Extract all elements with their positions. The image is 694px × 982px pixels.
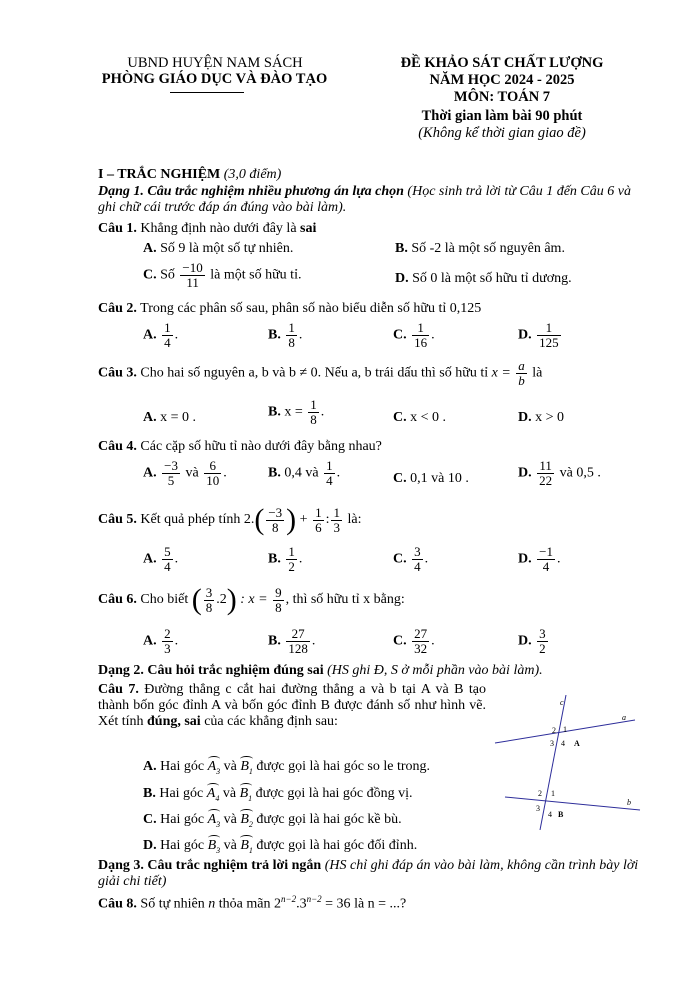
- label-a1: 1: [563, 725, 567, 734]
- item-text: và: [223, 812, 237, 827]
- denominator: 22: [539, 472, 553, 488]
- q3-stem: [98, 359, 542, 387]
- option-letter: B.: [395, 241, 408, 256]
- dang3-block: [98, 858, 643, 890]
- fraction: [162, 321, 173, 349]
- q8-text-post: là n = ...?: [354, 896, 407, 912]
- fraction: [412, 545, 423, 573]
- q4-text: Các cặp số hữu tỉ nào dưới đây bằng nhau?: [140, 439, 382, 454]
- geometry-figure: [490, 695, 660, 830]
- angle-symbol: [240, 759, 253, 776]
- angle-index: 3: [216, 845, 221, 855]
- q7-text: Đường thẳng c cắt hai đường thẳng a và b tại A và B tạo thành bốn góc đỉnh A và bốn góc đỉnh B được đánh số như hình vẽ. Xét tính: [98, 682, 487, 729]
- q6-mul: .2: [216, 592, 227, 608]
- option-text: 0,4 và: [284, 465, 319, 481]
- q5-option-b[interactable]: B. $\frac{1}{2}$ .: [268, 544, 303, 574]
- fraction: [537, 459, 554, 487]
- q6-label: Câu 6.: [98, 592, 137, 608]
- fraction: [162, 627, 173, 655]
- header-right-line5: (Không kể thời gian giao đề): [418, 125, 586, 141]
- fraction: [308, 398, 319, 426]
- q4-option-c[interactable]: [393, 471, 469, 487]
- q2-text: Trong các phân số sau, phân số nào biểu diễn số hữu tỉ 0,125: [140, 301, 482, 316]
- q8-base1: 2: [274, 896, 281, 912]
- angle-index: 3: [216, 766, 221, 776]
- numerator: −1: [539, 544, 553, 559]
- q5-stem: [98, 505, 361, 535]
- q8-stem: [98, 894, 406, 913]
- q1-emph: sai: [300, 221, 317, 236]
- option-letter: A.: [143, 633, 157, 649]
- q6-option-a[interactable]: A. $\frac{2}{3}$ .: [143, 626, 179, 656]
- angle-symbol: [207, 786, 220, 803]
- q5-option-c[interactable]: C. $\frac{3}{4}$ .: [393, 544, 429, 574]
- fraction: [537, 627, 548, 655]
- dang2-block: [98, 663, 543, 679]
- angle-symbol: [240, 838, 253, 855]
- option-letter: D.: [518, 633, 532, 649]
- section1-points: (3,0 điểm): [223, 167, 282, 182]
- paren-open: (: [191, 583, 202, 616]
- angle-vertex: B: [207, 838, 217, 853]
- denominator: 8: [288, 334, 295, 350]
- dang3-label: Dạng 3. Câu trắc nghiệm trả lời ngắn: [98, 858, 322, 873]
- q8-text: Số tự nhiên: [140, 896, 205, 912]
- q8-label: Câu 8.: [98, 896, 137, 912]
- angle-index: 1: [248, 793, 253, 803]
- header-left-line1: UBND HUYỆN NAM SÁCH: [127, 55, 303, 71]
- option-letter: C.: [393, 410, 407, 425]
- fraction: [162, 459, 180, 487]
- label-b3: 3: [536, 804, 540, 813]
- q2-stem: [98, 301, 481, 317]
- item-text: và: [223, 759, 237, 774]
- option-letter: D.: [395, 271, 409, 286]
- option-letter: B.: [268, 327, 281, 343]
- denominator: 5: [167, 472, 175, 488]
- numerator: 1: [310, 397, 317, 412]
- fraction: [537, 545, 555, 573]
- q8-base2: 3: [299, 896, 307, 912]
- angle-vertex: A: [207, 812, 217, 827]
- numerator: a: [518, 358, 525, 373]
- paren-open: (: [254, 503, 265, 536]
- option-letter: D.: [518, 327, 532, 343]
- header-right-line3: MÔN: TOÁN 7: [453, 89, 551, 105]
- numerator: 1: [412, 321, 429, 336]
- option-text: Số -2 là một số nguyên âm.: [411, 241, 565, 256]
- fraction: [412, 627, 429, 655]
- fraction: [180, 261, 204, 289]
- label-c: c: [560, 698, 564, 707]
- q5-plus: +: [299, 512, 308, 528]
- option-letter: B.: [268, 404, 281, 420]
- item-text: Hai góc: [160, 838, 205, 853]
- option-letter: A.: [143, 551, 157, 567]
- option-letter: A.: [143, 410, 157, 425]
- q2-option-b[interactable]: B. $\frac{1}{8}$ .: [268, 320, 303, 350]
- q7-item-d[interactable]: [143, 838, 417, 855]
- option-letter: C.: [393, 633, 407, 649]
- q7-item-a[interactable]: [143, 759, 430, 776]
- option-letter: C.: [143, 812, 157, 827]
- label-b2: 2: [538, 789, 542, 798]
- q5-label: Câu 5.: [98, 512, 137, 528]
- q5-text: Kết quả phép tính: [140, 512, 241, 528]
- denominator: 11: [186, 274, 199, 290]
- denominator: b: [518, 372, 525, 388]
- angle-vertex: B: [240, 838, 249, 853]
- option-text: 0,1 và 10 .: [410, 471, 469, 486]
- option-text: x = 0 .: [160, 410, 197, 425]
- denominator: 128: [288, 640, 308, 656]
- label-A: A: [574, 739, 580, 748]
- angle-symbol: [240, 812, 253, 829]
- dang2-label: Dạng 2. Câu hỏi trắc nghiệm đúng sai: [98, 663, 324, 678]
- q3-text: Cho hai số nguyên a, b và b ≠ 0. Nếu a, b trái dấu thì số hữu tỉ: [140, 365, 489, 381]
- q7-stem: [98, 682, 486, 730]
- option-letter: C.: [393, 471, 407, 486]
- denominator: 4: [326, 472, 333, 488]
- fraction: [273, 586, 284, 614]
- numerator: −3: [164, 458, 178, 473]
- fraction: [412, 321, 429, 349]
- numerator: 3: [539, 626, 546, 641]
- option-letter: B.: [268, 465, 281, 481]
- q1-option-a[interactable]: [143, 241, 293, 257]
- angle-symbol: [240, 786, 253, 803]
- q8-exp2: n−2: [306, 894, 322, 904]
- q7-emph: đúng, sai: [147, 714, 201, 729]
- numerator: −10: [182, 260, 203, 275]
- option-text: x < 0 .: [410, 410, 447, 425]
- label-a3: 3: [550, 739, 554, 748]
- q1-stem: [98, 221, 316, 237]
- option-letter: A.: [143, 759, 157, 774]
- q5-option-d[interactable]: D. $\frac{-1}{4}$ .: [518, 544, 561, 574]
- numerator: 11: [537, 459, 554, 474]
- q4-option-a[interactable]: A. $\frac{-3}{5}$ và $\frac{6}{10}$ .: [143, 458, 227, 488]
- dang2-note: (HS ghi Đ, S ở mỗi phần vào bài làm).: [327, 663, 543, 678]
- option-text: Số 9 là một số tự nhiên.: [160, 241, 294, 256]
- label-b1: 1: [551, 789, 555, 798]
- denominator: 3: [164, 640, 171, 656]
- q1-option-b[interactable]: [395, 241, 565, 257]
- q4-option-d[interactable]: [518, 459, 601, 487]
- q6-colon-x: : x =: [240, 592, 268, 608]
- item-text: Hai góc: [160, 812, 205, 827]
- numerator: 1: [288, 544, 295, 559]
- option-letter: B.: [268, 633, 281, 649]
- header-right-line2: NĂM HỌC 2024 - 2025: [429, 72, 575, 88]
- angle-vertex: B: [239, 786, 249, 801]
- option-letter: B.: [143, 786, 156, 801]
- denominator: 4: [414, 558, 421, 574]
- fraction: [286, 627, 310, 655]
- option-letter: D.: [518, 551, 532, 567]
- angle-symbol: [208, 759, 221, 776]
- q3-option-d[interactable]: [518, 410, 564, 426]
- paren-close: ): [286, 503, 297, 536]
- fraction: [313, 506, 324, 534]
- q6-text: Cho biết: [140, 592, 189, 608]
- item-text: và: [223, 838, 237, 853]
- option-text: x > 0: [535, 410, 565, 425]
- label-a2: 2: [552, 726, 556, 735]
- denominator: 2: [539, 640, 546, 656]
- header-left-line2: PHÒNG GIÁO DỤC VÀ ĐÀO TẠO: [101, 71, 328, 87]
- q4-stem: [98, 439, 382, 455]
- fraction: [286, 545, 297, 573]
- numerator: 1: [537, 321, 561, 336]
- item-text: được gọi là hai góc kề bù.: [256, 812, 402, 827]
- numerator: 3: [205, 584, 213, 600]
- item-text: và: [222, 786, 237, 801]
- angle-index: 4: [215, 793, 220, 803]
- numerator: 6: [204, 459, 221, 474]
- q7-text2: của các khẳng định sau:: [204, 714, 338, 729]
- fraction: [331, 506, 342, 534]
- label-B: B: [558, 810, 564, 819]
- fraction: [204, 586, 215, 614]
- q1-option-c[interactable]: [143, 261, 301, 289]
- denominator: 6: [315, 519, 322, 535]
- numerator: 1: [333, 504, 340, 520]
- q6-option-d[interactable]: [518, 627, 550, 655]
- q4-label: Câu 4.: [98, 439, 137, 454]
- q3-tail: là: [532, 365, 543, 381]
- option-letter: A.: [143, 241, 157, 256]
- q1-label: Câu 1.: [98, 221, 137, 236]
- angle-vertex: A: [206, 786, 216, 801]
- q1-text: Khẳng định nào dưới đây là: [140, 221, 297, 236]
- option-letter: C.: [143, 267, 157, 283]
- denominator: 10: [206, 472, 220, 488]
- option-text: Số 0 là một số hữu tỉ dương.: [412, 271, 572, 286]
- q3-option-c[interactable]: [393, 410, 446, 426]
- q8-text-mid: thỏa mãn: [218, 896, 271, 912]
- option-letter: C.: [393, 551, 407, 567]
- denominator: 16: [414, 334, 428, 350]
- option-text: và 0,5 .: [559, 465, 601, 481]
- item-text: được gọi là hai góc đối đỉnh.: [256, 838, 418, 853]
- angle-vertex: A: [207, 759, 217, 774]
- denominator: 8: [310, 411, 317, 427]
- fraction: [324, 459, 335, 487]
- section1-title: I – TRẮC NGHIỆM: [98, 167, 221, 182]
- numerator: 3: [414, 544, 421, 559]
- label-a: a: [622, 713, 626, 722]
- angle-index: 3: [216, 819, 221, 829]
- line-b: [505, 797, 640, 810]
- angle-symbol: [208, 838, 221, 855]
- numerator: 27: [286, 627, 310, 642]
- fraction: [162, 545, 173, 573]
- q8-dot: .: [296, 896, 300, 912]
- q6-text-post: , thì số hữu tỉ x bằng:: [285, 592, 405, 608]
- denominator: 4: [164, 558, 171, 574]
- label-a4: 4: [561, 739, 565, 748]
- option-letter: D.: [518, 465, 532, 481]
- fraction: [537, 321, 561, 349]
- numerator: 1: [164, 320, 171, 335]
- angle-index: 1: [248, 845, 253, 855]
- angle-symbol: [208, 812, 221, 829]
- q3-x-eq: x =: [491, 365, 511, 381]
- option-text: Số: [160, 267, 175, 283]
- numerator: 5: [164, 544, 171, 559]
- dang3-note: (HS chỉ ghi đáp án vào bài làm, không cần trình bày lời giải chi tiết): [98, 858, 639, 889]
- dang1-note: (Học sinh trả lời từ Câu 1 đến Câu 6 và ghi chữ cái trước đáp án đúng vào bài làm).: [98, 184, 631, 215]
- q3-option-a[interactable]: [143, 410, 196, 426]
- option-letter: D.: [518, 410, 532, 425]
- q8-var-n: n: [208, 896, 216, 912]
- q7-label: Câu 7.: [98, 682, 139, 697]
- denominator: 8: [205, 599, 213, 615]
- q6-stem: [98, 585, 405, 615]
- numerator: 1: [315, 504, 322, 520]
- header-underline: [170, 92, 244, 93]
- q6-option-b[interactable]: B. $\frac{27}{128}$ .: [268, 626, 316, 656]
- q6-option-c[interactable]: C. $\frac{27}{32}$ .: [393, 626, 435, 656]
- option-letter: A.: [143, 465, 157, 481]
- dang1-block: [98, 184, 643, 216]
- fraction: [516, 359, 527, 387]
- numerator: −3: [268, 504, 283, 520]
- q3-label: Câu 3.: [98, 365, 137, 381]
- fraction: [286, 321, 297, 349]
- fraction: [266, 506, 284, 534]
- angle-index: 2: [248, 819, 253, 829]
- option-letter: A.: [143, 327, 157, 343]
- denominator: 8: [272, 519, 279, 535]
- numerator: 27: [414, 626, 428, 641]
- q2-option-d[interactable]: [518, 321, 563, 349]
- option-text: là một số hữu tỉ.: [210, 267, 302, 283]
- denominator: 4: [164, 334, 171, 350]
- fraction: [204, 459, 221, 487]
- numerator: 1: [288, 320, 295, 335]
- q7-item-c[interactable]: [143, 812, 402, 829]
- item-text: Hai góc: [159, 786, 204, 801]
- option-text: x =: [284, 404, 303, 420]
- label-b4: 4: [548, 810, 552, 819]
- q2-option-a[interactable]: A. $\frac{1}{4}$ .: [143, 320, 179, 350]
- header-right-line4: Thời gian làm bài 90 phút: [421, 108, 583, 124]
- q2-label: Câu 2.: [98, 301, 137, 316]
- paren-close: ): [226, 583, 237, 616]
- q8-exp1: n−2: [281, 894, 297, 904]
- q5-expr-coef: 2.: [243, 512, 255, 528]
- angle-vertex: B: [240, 759, 249, 774]
- q5-text-post: là:: [347, 512, 362, 528]
- q4-option-b[interactable]: B. 0,4 và $\frac{1}{4}$ .: [268, 458, 341, 488]
- denominator: 4: [542, 558, 550, 574]
- header-right-line1: ĐỀ KHẢO SÁT CHẤT LƯỢNG: [400, 55, 604, 71]
- item-text: được gọi là hai góc đồng vị.: [255, 786, 413, 801]
- q5-colon: :: [325, 512, 330, 528]
- label-b: b: [627, 798, 631, 807]
- q7-item-b[interactable]: [143, 786, 413, 803]
- numerator: 9: [275, 584, 282, 600]
- denominator: 32: [414, 640, 428, 656]
- denominator: 2: [288, 558, 295, 574]
- item-text: được gọi là hai góc so le trong.: [256, 759, 431, 774]
- denominator: 125: [539, 334, 559, 350]
- q1-option-d[interactable]: [395, 271, 572, 287]
- option-letter: B.: [268, 551, 281, 567]
- numerator: 2: [164, 626, 171, 641]
- angle-vertex: B: [240, 812, 249, 827]
- option-letter: C.: [393, 327, 407, 343]
- numerator: 1: [326, 458, 333, 473]
- option-text: và: [185, 465, 199, 481]
- section1-heading: [98, 167, 281, 183]
- q3-option-b[interactable]: B. x = $\frac{1}{8}$ .: [268, 397, 325, 427]
- q5-option-a[interactable]: A. $\frac{5}{4}$ .: [143, 544, 179, 574]
- denominator: 8: [275, 599, 282, 615]
- item-text: Hai góc: [160, 759, 205, 774]
- dang1-label: Dạng 1. Câu trắc nghiệm nhiều phương án lựa chọn: [98, 184, 404, 199]
- q2-option-c[interactable]: C. $\frac{1}{16}$ .: [393, 320, 435, 350]
- q8-rhs: = 36: [325, 896, 351, 912]
- option-letter: D.: [143, 838, 157, 853]
- angle-index: 1: [248, 766, 253, 776]
- denominator: 3: [333, 519, 340, 535]
